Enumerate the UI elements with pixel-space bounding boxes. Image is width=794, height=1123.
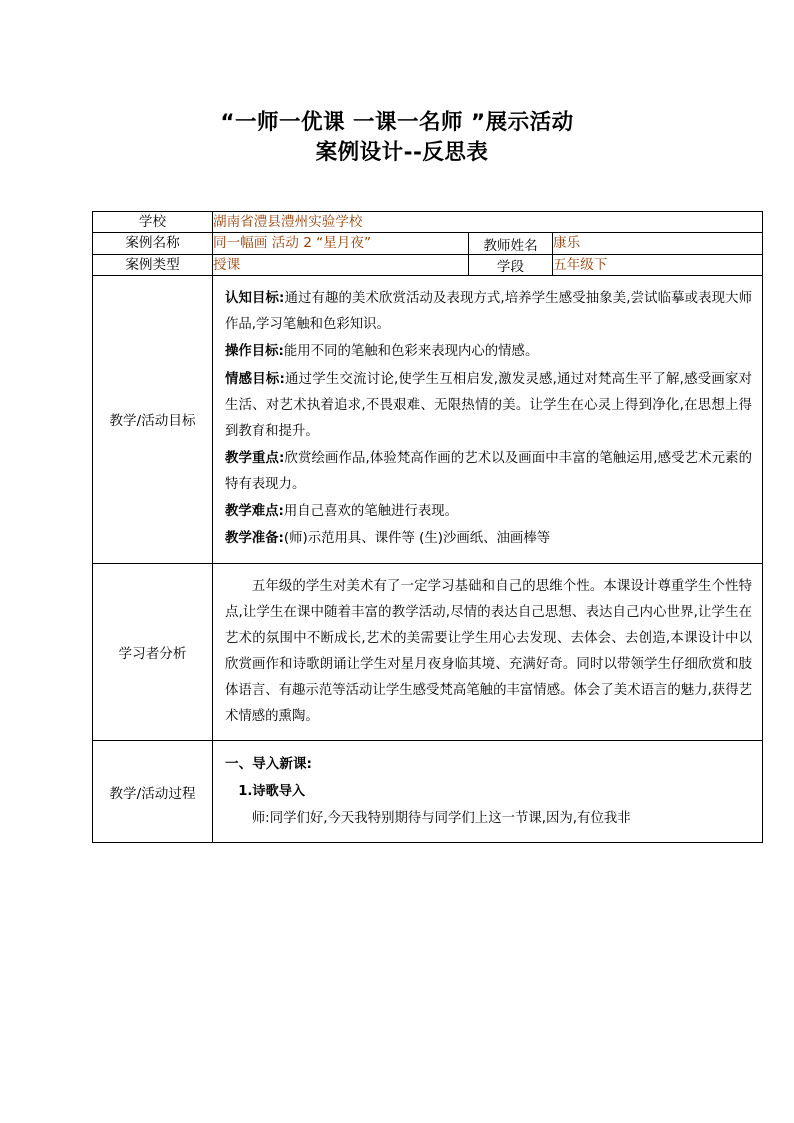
page-title-line-2: 案例设计--反思表 [315,140,489,166]
table-row-case-type [93,254,763,275]
value-process[interactable] [213,741,763,842]
objective-difficulty-label: 教学难点: [225,504,284,520]
label-teacher-name: 教师姓名 [469,233,553,254]
table-row-objectives [93,276,763,563]
objective-operation-label: 操作目标: [225,344,284,360]
objective-cognitive-text: 通过有趣的美术欣赏活动及表现方式,培养学生感受抽象美,尝试临摹或表现大师作品,学习笔触和色彩知识。 [225,291,753,333]
label-learner-analysis: 学习者分析 [93,563,213,741]
label-grade-stage: 学段 [469,254,553,275]
objective-preparation-label: 教学准备: [225,531,284,547]
table-row-school [93,212,763,233]
label-school: 学校 [93,212,213,233]
value-learner-analysis[interactable] [213,563,763,741]
document-title-block [0,0,794,168]
objective-cognitive-label: 认知目标: [225,291,285,307]
case-design-form [92,211,762,843]
objective-key-point-text: 欣赏绘画作品,体验梵高作画的艺术以及画面中丰富的笔触运用,感受艺术元素的特有表现力。 [225,451,753,493]
process-section-heading: 一、导入新课: [225,756,312,773]
objective-preparation-text: (师)示范用具、课件等 (生)沙画纸、油画棒等 [283,531,551,547]
form-table [92,211,763,843]
table-row-case-name [93,233,763,254]
label-case-type: 案例类型 [93,254,213,275]
objective-emotion [225,367,752,445]
label-case-name: 案例名称 [93,233,213,254]
label-process: 教学/活动过程 [93,741,213,842]
objective-difficulty [225,499,752,525]
objective-key-point [225,446,752,498]
value-case-name[interactable]: 同一幅画 活动 2 “星月夜” [213,233,469,254]
table-row-learner-analysis [93,563,763,741]
objective-emotion-text: 通过学生交流讨论,使学生互相启发,激发灵感,通过对梵高生平了解,感受画家对生活、对艺术执着追求,不畏艰难、无限热情的美。让学生在心灵上得到净化,在思想上得到教育和提升。 [225,371,753,439]
value-grade-stage[interactable]: 五年级下 [553,254,763,275]
objective-operation [225,339,752,365]
objective-key-point-label: 教学重点: [225,451,285,467]
objective-cognitive [225,286,752,338]
value-teacher-name[interactable]: 康乐 [553,233,763,254]
objective-preparation [225,526,752,552]
objective-difficulty-text: 用自己喜欢的笔触进行表现。 [283,504,458,520]
label-objectives: 教学/活动目标 [93,276,213,563]
process-sub-heading: 1.诗歌导入 [238,783,306,799]
value-objectives[interactable] [213,276,763,563]
process-dialogue-line: 师:同学们好,今天我特别期待与同学们上这一节课,因为,有位我非 [251,810,631,826]
objective-operation-text: 能用不同的笔触和色彩来表现内心的情感。 [283,344,539,360]
page-title-line-1: “一师一优课 一课一名师 ”展示活动 [220,110,574,135]
learner-analysis-text: 五年级的学生对美术有了一定学习基础和自己的思维个性。本课设计尊重学生个性特点,让学生在课中随着丰富的教学活动,尽情的表达自己思想、表达自己内心世界,让学生在艺术的氛围中不断成长,艺术的美需要让学生用心去发现、去体会、去创造,本课设计中以欣赏画作和诗歌朗诵让学生对星月夜身临其境、充满好奇。同时以带领学生仔细欣赏和肢体语言、有趣示范等活动让学生感受梵高笔触的丰富情感。体会了美术语言的魅力,获得艺术情感的熏陶。 [225,578,753,725]
value-case-type[interactable]: 授课 [213,254,469,275]
objective-emotion-label: 情感目标: [225,371,285,387]
table-row-process [93,741,763,842]
value-school[interactable]: 湖南省澧县澧州实验学校 [213,212,763,233]
